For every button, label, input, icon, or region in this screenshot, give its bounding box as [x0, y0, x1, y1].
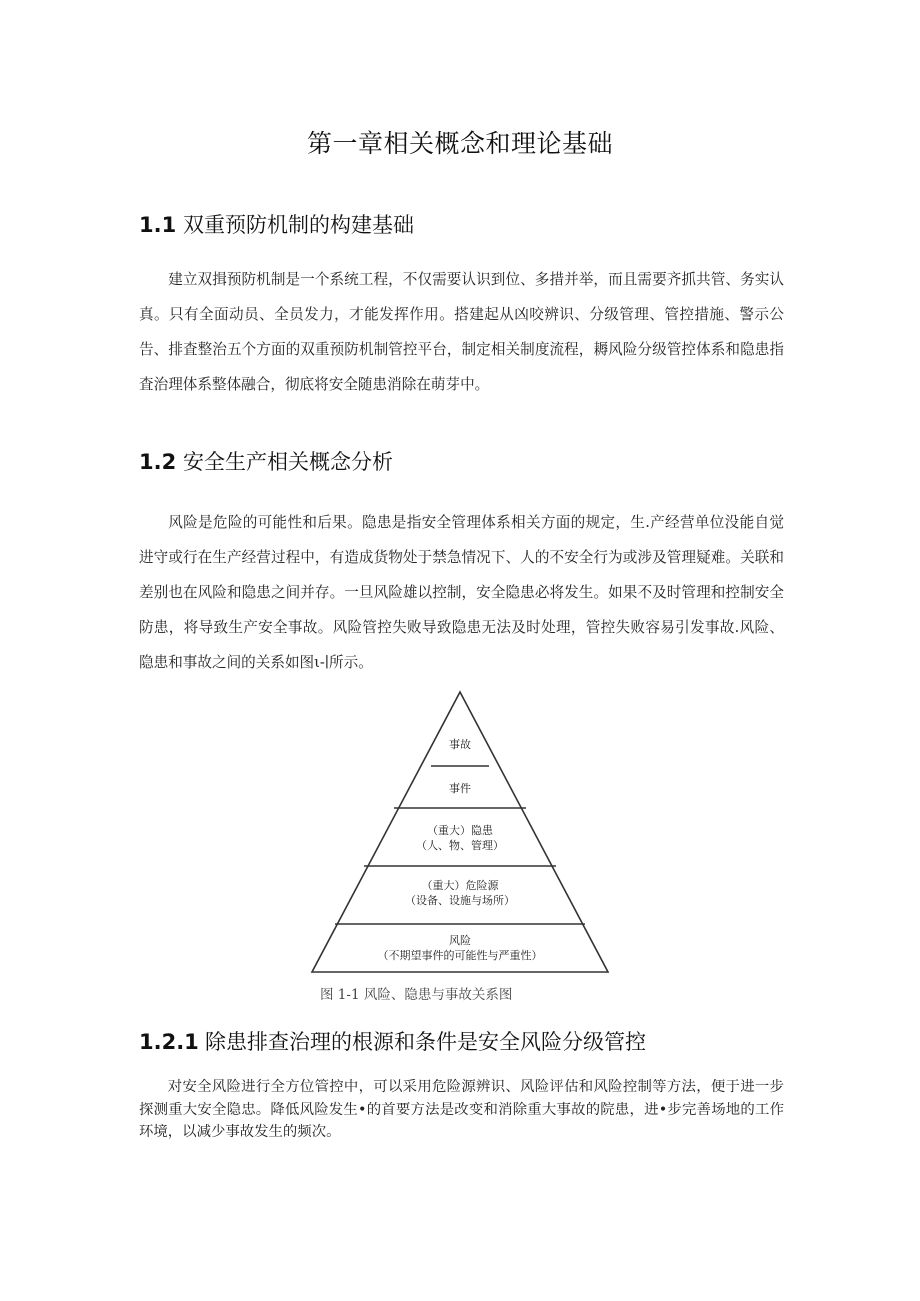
section-title: 除患排查治理的根源和条件是安全风险分级管控 — [205, 1030, 646, 1054]
level-sublabel-hazard: （人、物、管理） — [416, 839, 504, 852]
level-sublabel-danger-source: （设备、设施与场所） — [405, 894, 515, 907]
level-label-hazard: （重大）隐患 — [427, 824, 493, 837]
section-number: 1.2 — [139, 450, 177, 474]
chapter-title: 第一章相关概念和理论基础 — [306, 129, 613, 158]
section-title: 安全生产相关概念分析 — [183, 450, 393, 474]
section-1-1-paragraph: 建立双揖预防机制是一个系统工程，不仅需要认识到位、多措并举，而且需要齐抓共管、务实认真。只有全面动员、全员发力，才能发挥作用。搭建起从凶咬辨识、分级管理、管控措施、警示公告、排査整治五个方面的双重预防机制管控平台，制定相关制度流程，耨风险分级管控体系和隐患指査治理体系整体融合，彻底将安全随患消除在萌芽中。 — [139, 271, 784, 393]
section-heading-1-1 — [139, 209, 414, 239]
level-label-event: 事件 — [449, 782, 471, 795]
section-1-2-paragraph: 风险是危险的可能性和后果。隐患是指安全管理体系相关方面的规定，生.产经营单位没能自觉进守或行在生产经营过程中，有造成货物处于禁急情况下、人的不安全行为或涉及管理疑难。关联和差别也在风险和隐患之间并存。一旦风险雄以控制，安全隐患必将发生。如果不及时管理和控制安全防患，将导致生产安全事故。风险管控失败导致隐患无法及时处理，管控失败容易引发事故.风险、隐患和事故之间的关系如图ι-∣所示。 — [139, 514, 784, 671]
level-sublabel-risk: （不期望事件的可能性与严重性） — [377, 949, 543, 962]
section-title: 双重预防机制的构建基础 — [183, 213, 414, 237]
pyramid-figure — [310, 686, 610, 1006]
section-1-2-1-paragraph: 对安全风险进行全方位管控中，可以采用危险源辨识、风险评估和风险控制等方法，便于进一步探测重大安全隐忠。降低风险发生•的首要方法是改变和消除重大事故的院患，进•步完善场地的工作环境，以减少事故发生的频次。 — [139, 1079, 784, 1140]
section-number: 1.2.1 — [139, 1030, 199, 1054]
section-number: 1.1 — [139, 213, 177, 237]
figure-caption: 图 1-1 风险、隐患与事故关系图 — [320, 987, 513, 1003]
level-label-accident: 事故 — [449, 738, 471, 751]
pyramid-diagram — [310, 686, 610, 1006]
level-label-risk: 风险 — [449, 934, 471, 947]
level-label-danger-source: （重大）危险源 — [421, 879, 499, 892]
section-heading-1-2 — [139, 446, 393, 476]
section-heading-1-2-1 — [139, 1026, 646, 1056]
